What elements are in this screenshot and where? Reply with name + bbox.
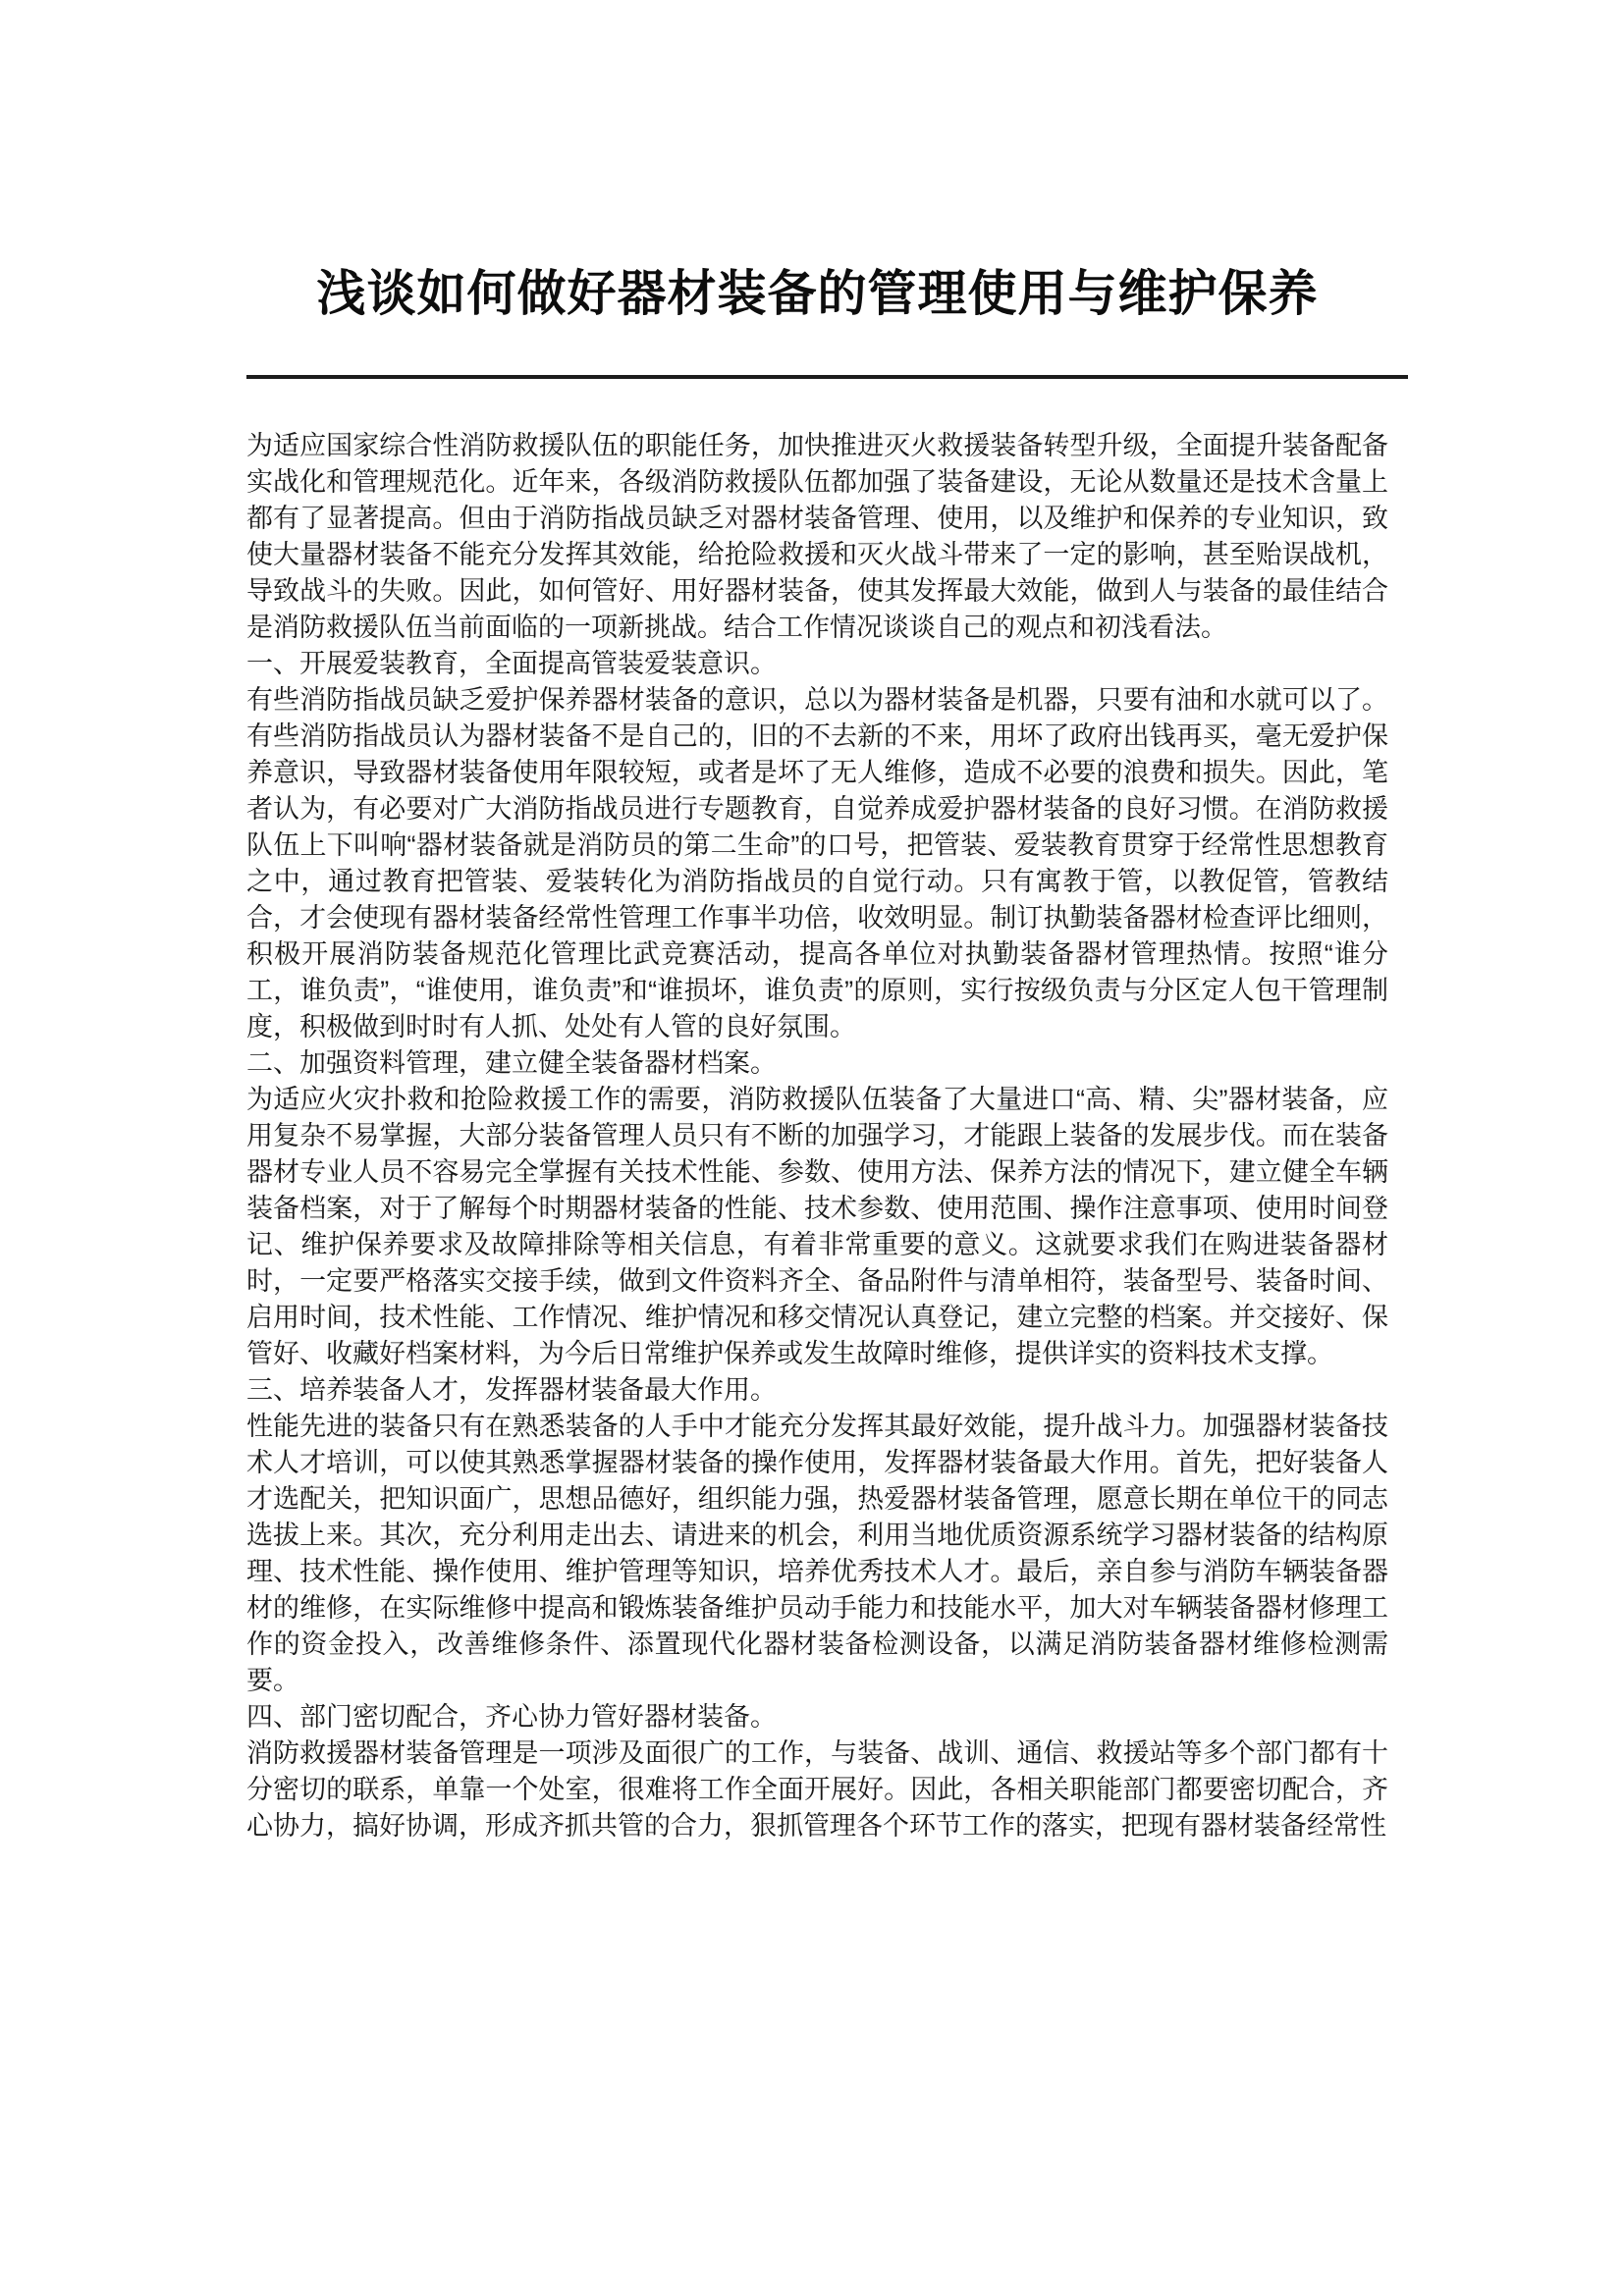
section-body-3: 性能先进的装备只有在熟悉装备的人手中才能充分发挥其最好效能，提升战斗力。加强器材装备技术人才培训，可以使其熟悉掌握器材装备的操作使用，发挥器材装备最大作用。首先，把好装备人才选配关，把知识面广，思想品德好，组织能力强，热爱器材装备管理，愿意长期在单位干的同志选拔上来。其次，充分利用走出去、请进来的机会，利用当地优质资源系统学习器材装备的结构原理、技术性能、操作使用、维护管理等知识，培养优秀技术人才。最后，亲自参与消防车辆装备器材的维修，在实际维修中提高和锻炼装备维护员动手能力和技能水平，加大对车辆装备器材修理工作的资金投入，改善维修条件、添置现代化器材装备检测设备，以满足消防装备器材维修检测需要。 (246, 1412, 1388, 1695)
section-body-4: 消防救援器材装备管理是一项涉及面很广的工作，与装备、战训、通信、救援站等多个部门都有十分密切的联系，单靠一个处室，很难将工作全面开展好。因此，各相关职能部门都要密切配合，齐心协力，搞好协调，形成齐抓共管的合力，狠抓管理各个环节工作的落实，把现有器材装备经常性 (246, 1738, 1388, 1841)
section-heading-1: 一、开展爱装教育，全面提高管装爱装意识。 (246, 649, 777, 678)
section-heading-4: 四、部门密切配合，齐心协力管好器材装备。 (246, 1702, 777, 1732)
section-heading-3: 三、培养装备人才，发挥器材装备最大作用。 (246, 1375, 777, 1405)
section-body-2: 为适应火灾扑救和抢险救援工作的需要，消防救援队伍装备了大量进口“高、精、尖”器材装备，应用复杂不易掌握，大部分装备管理人员只有不断的加强学习，才能跟上装备的发展步伐。而在装备器材专业人员不容易完全掌握有关技术性能、参数、使用方法、保养方法的情况下，建立健全车辆装备档案，对于了解每个时期器材装备的性能、技术参数、使用范围、操作注意事项、使用时间登记、维护保养要求及故障排除等相关信息，有着非常重要的意义。这就要求我们在购进装备器材时，一定要严格落实交接手续，做到文件资料齐全、备品附件与清单相符，装备型号、装备时间、启用时间，技术性能、工作情况、维护情况和移交情况认真登记，建立完整的档案。并交接好、保管好、收藏好档案材料，为今后日常维护保养或发生故障时维修，提供详实的资料技术支撑。 (246, 1085, 1388, 1368)
page-title: 浅谈如何做好器材装备的管理使用与维护保养 (316, 266, 1319, 321)
section-body-1: 有些消防指战员缺乏爱护保养器材装备的意识，总以为器材装备是机器，只要有油和水就可以了。有些消防指战员认为器材装备不是自己的，旧的不去新的不来，用坏了政府出钱再买，毫无爱护保养意识，导致器材装备使用年限较短，或者是坏了无人维修，造成不必要的浪费和损失。因此，笔者认为，有必要对广大消防指战员进行专题教育，自觉养成爱护器材装备的良好习惯。在消防救援队伍上下叫响“器材装备就是消防员的第二生命”的口号，把管装、爱装教育贯穿于经常性思想教育之中，通过教育把管装、爱装转化为消防指战员的自觉行动。只有寓教于管，以教促管，管教结合，才会使现有器材装备经常性管理工作事半功倍，收效明显。制订执勤装备器材检查评比细则，积极开展消防装备规范化管理比武竞赛活动，提高各单位对执勤装备器材管理热情。按照“谁分工，谁负责”，“谁使用，谁负责”和“谁损坏，谁负责”的原则，实行按级负责与分区定人包干管理制度，积极做到时时有人抓、处处有人管的良好氛围。 (246, 685, 1388, 1041)
title-divider (246, 375, 1408, 379)
section-heading-2: 二、加强资料管理，建立健全装备器材档案。 (246, 1048, 777, 1078)
document-body (246, 428, 1388, 1844)
intro-paragraph: 为适应国家综合性消防救援队伍的职能任务，加快推进灭火救援装备转型升级，全面提升装备配备实战化和管理规范化。近年来，各级消防救援队伍都加强了装备建设，无论从数量还是技术含量上都有了显著提高。但由于消防指战员缺乏对器材装备管理、使用，以及维护和保养的专业知识，致使大量器材装备不能充分发挥其效能，给抢险救援和灭火战斗带来了一定的影响，甚至贻误战机，导致战斗的失败。因此，如何管好、用好器材装备，使其发挥最大效能，做到人与装备的最佳结合是消防救援队伍当前面临的一项新挑战。结合工作情况谈谈自己的观点和初浅看法。 (246, 431, 1388, 642)
